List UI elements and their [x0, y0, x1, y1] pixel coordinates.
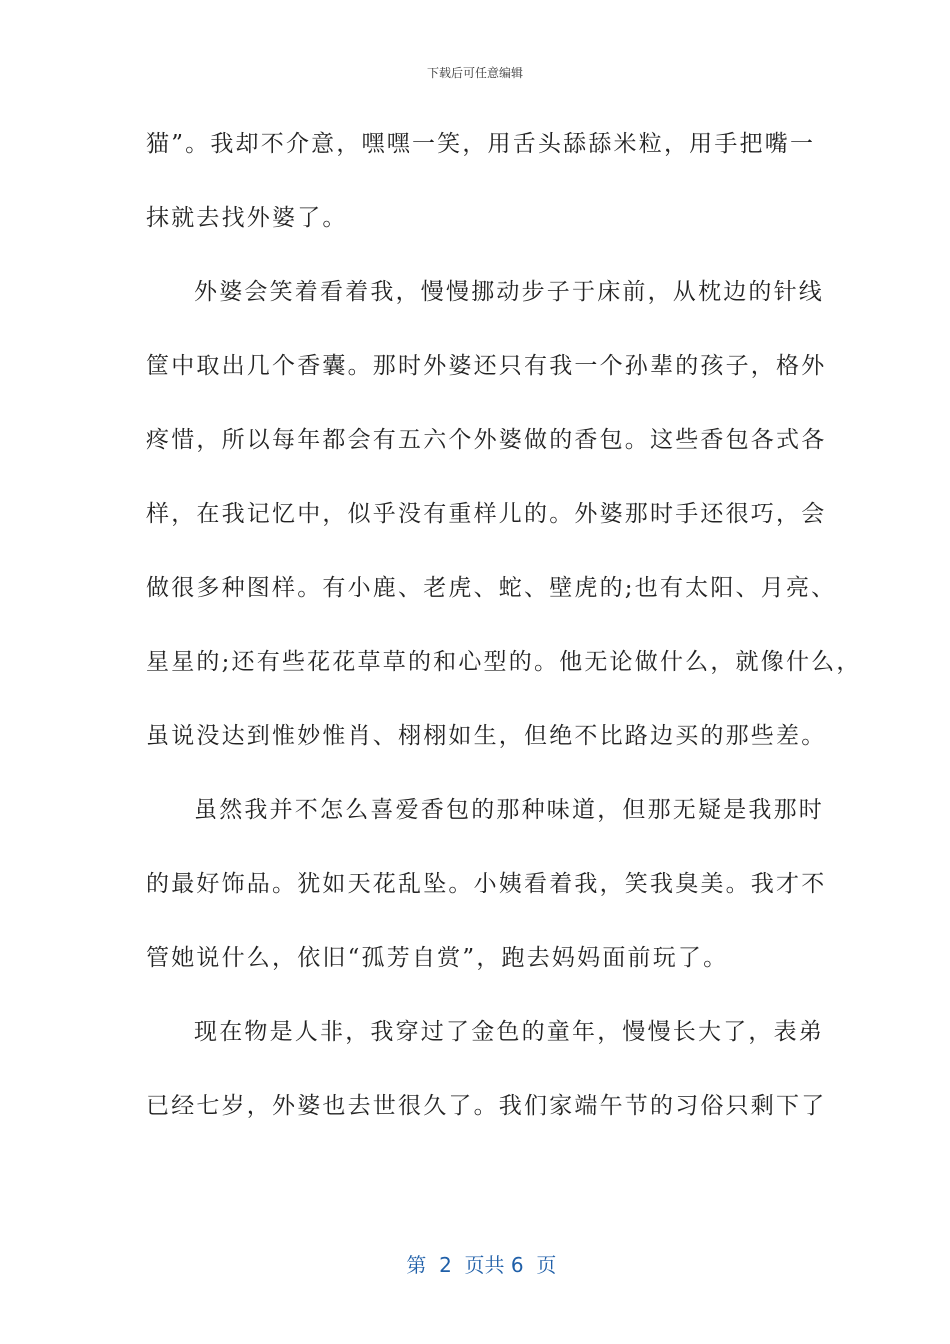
text-line: 的最好饰品。犹如天花乱坠。小姨看着我，笑我臭美。我才不: [146, 871, 827, 897]
paragraph-start-line: 现在物是人非，我穿过了金色的童年，慢慢长大了，表弟: [194, 1019, 824, 1045]
text-line: 管她说什么，依旧“孤芳自赏”，跑去妈妈面前玩了。: [146, 945, 729, 971]
paragraph-start-line: 虽然我并不怎么喜爱香包的那种味道，但那无疑是我那时: [194, 797, 824, 823]
paragraph-start-line: 外婆会笑着看着我，慢慢挪动步子于床前，从枕边的针线: [194, 279, 824, 305]
text-line: 样，在我记忆中，似乎没有重样儿的。外婆那时手还很巧，会: [146, 501, 827, 527]
page-footer: [0, 1225, 950, 1278]
text-line: 筐中取出几个香囊。那时外婆还只有我一个孙辈的孩子，格外: [146, 353, 827, 379]
page-number-text: 第 2 页共 6 页: [406, 1253, 557, 1277]
text-line: 星星的;还有些花花草草的和心型的。他无论做什么，就像什么，: [146, 649, 862, 675]
page-header-note: 下载后可任意编辑: [426, 66, 523, 80]
text-line: 做很多种图样。有小鹿、老虎、蛇、壁虎的;也有太阳、月亮、: [146, 575, 837, 601]
text-line: 猫”。我却不介意，嘿嘿一笑，用舌头舔舔米粒，用手把嘴一: [146, 131, 816, 157]
document-body: [146, 117, 862, 1153]
text-line: 抹就去找外婆了。: [146, 205, 348, 231]
text-line: 虽说没达到惟妙惟肖、栩栩如生，但绝不比路边买的那些差。: [146, 723, 827, 749]
text-line: 已经七岁，外婆也去世很久了。我们家端午节的习俗只剩下了: [146, 1093, 827, 1119]
text-line: 疼惜，所以每年都会有五六个外婆做的香包。这些香包各式各: [146, 427, 827, 453]
